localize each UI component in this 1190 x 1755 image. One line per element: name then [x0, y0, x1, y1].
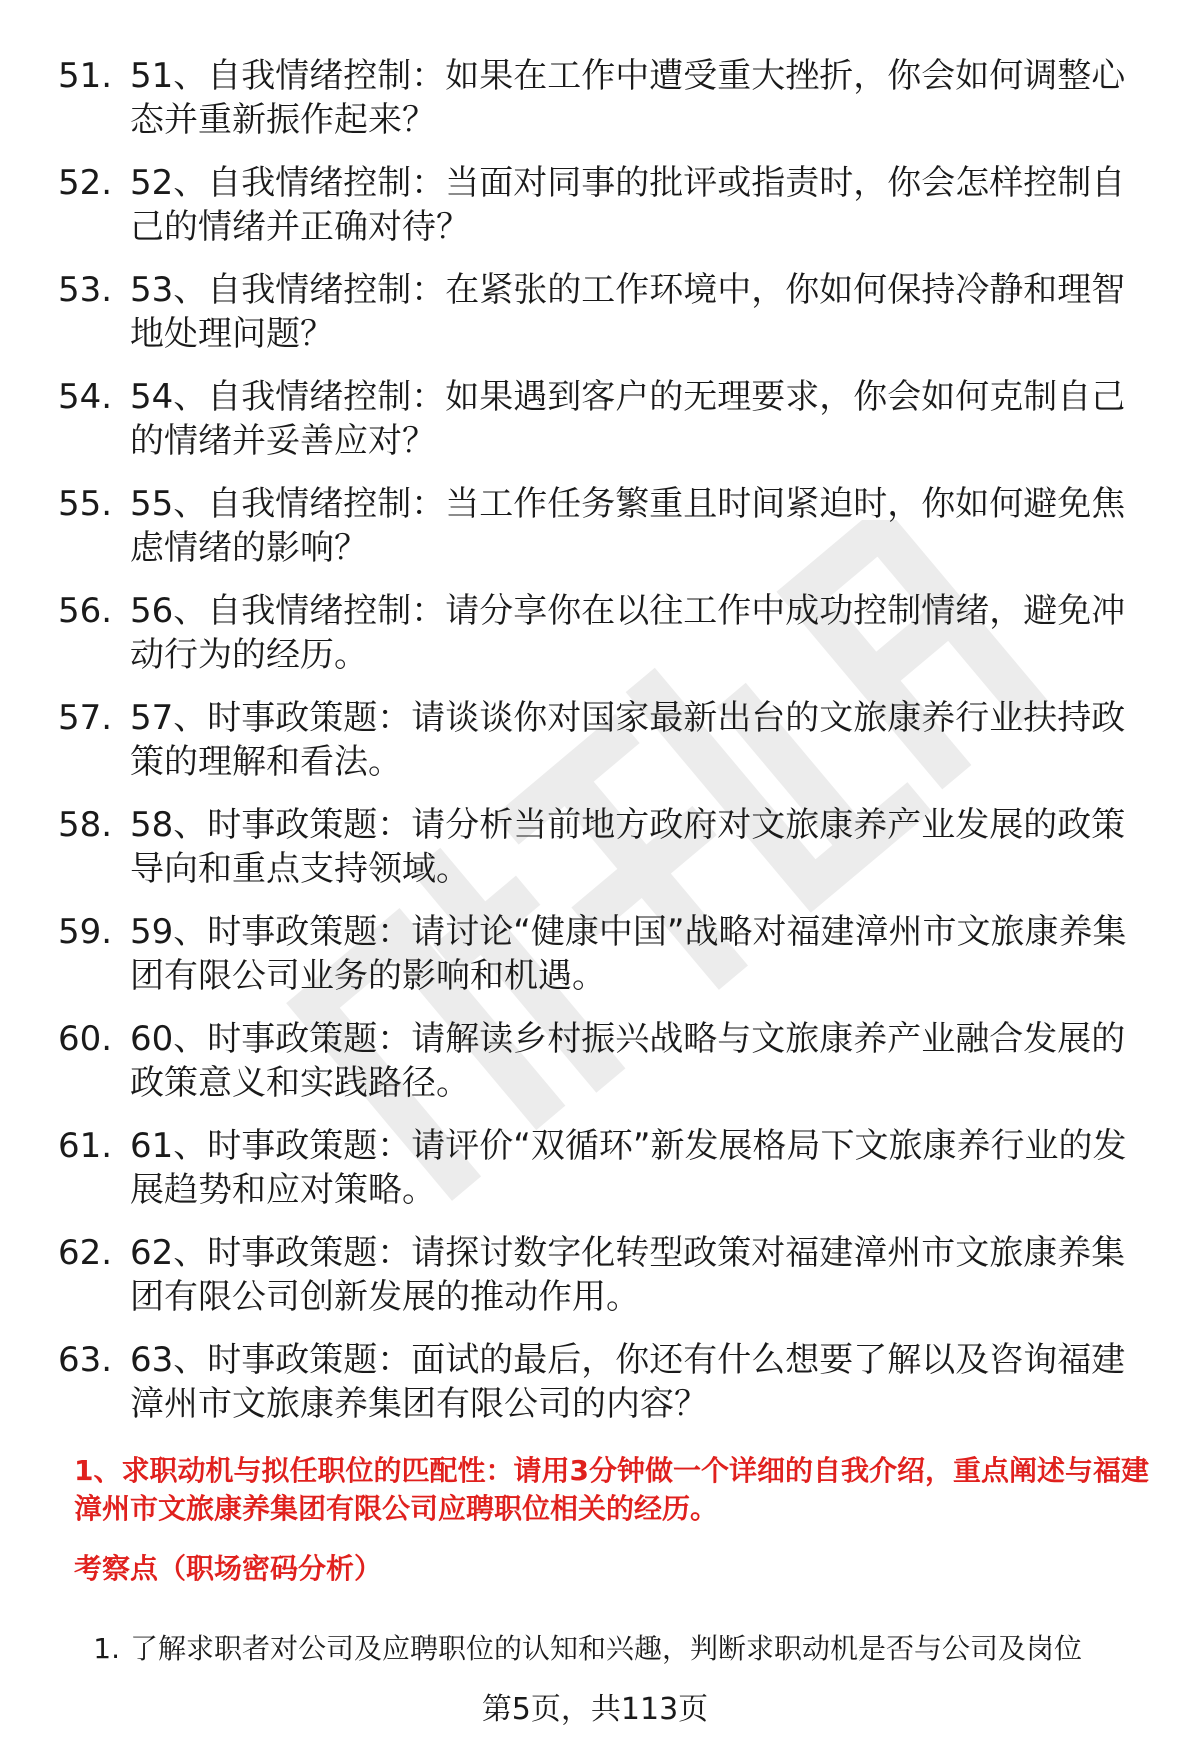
- question-number: 62.: [58, 1233, 113, 1273]
- question-list: [58, 54, 1154, 1426]
- section-heading: 1、求职动机与拟任职位的匹配性：请用3分钟做一个详细的自我介绍，重点阐述与福建漳州市文旅康养集团有限公司应聘职位相关的经历。: [74, 1454, 1149, 1525]
- question-text: 62、时事政策题：请探讨数字化转型政策对福建漳州市文旅康养集团有限公司创新发展的推动作用。: [130, 1233, 1126, 1317]
- question-item: [58, 589, 1154, 677]
- question-text: 57、时事政策题：请谈谈你对国家最新出台的文旅康养行业扶持政策的理解和看法。: [130, 698, 1126, 782]
- question-number: 53.: [58, 270, 113, 310]
- question-text: 51、自我情绪控制：如果在工作中遭受重大挫折，你会如何调整心态并重新振作起来？: [130, 56, 1126, 140]
- question-number: 55.: [58, 484, 113, 524]
- page-footer: 第5页，共113页: [481, 1692, 709, 1727]
- point-number: 1.: [93, 1632, 120, 1665]
- question-item: [58, 1124, 1154, 1212]
- question-item: [58, 1017, 1154, 1105]
- question-text: 52、自我情绪控制：当面对同事的批评或指责时，你会怎样控制自己的情绪并正确对待？: [130, 163, 1126, 247]
- question-number: 59.: [58, 912, 113, 952]
- question-item: [58, 375, 1154, 463]
- question-text: 63、时事政策题：面试的最后，你还有什么想要了解以及咨询福建漳州市文旅康养集团有限公司的内容？: [130, 1340, 1126, 1424]
- question-item: [58, 696, 1154, 784]
- question-text: 61、时事政策题：请评价“双循环”新发展格局下文旅康养行业的发展趋势和应对策略。: [130, 1126, 1127, 1210]
- question-number: 63.: [58, 1340, 113, 1380]
- question-number: 52.: [58, 163, 113, 203]
- question-item: [58, 1231, 1154, 1319]
- question-number: 51.: [58, 56, 113, 96]
- question-item: [58, 803, 1154, 891]
- question-text: 58、时事政策题：请分析当前地方政府对文旅康养产业发展的政策导向和重点支持领域。: [130, 805, 1126, 889]
- question-item: [58, 1338, 1154, 1426]
- question-number: 56.: [58, 591, 113, 631]
- question-number: 57.: [58, 698, 113, 738]
- question-number: 58.: [58, 805, 113, 845]
- question-text: 60、时事政策题：请解读乡村振兴战略与文旅康养产业融合发展的政策意义和实践路径。: [130, 1019, 1126, 1103]
- question-text: 54、自我情绪控制：如果遇到客户的无理要求，你会如何克制自己的情绪并妥善应对？: [130, 377, 1126, 461]
- question-number: 60.: [58, 1019, 113, 1059]
- section-subheading: 考察点（职场密码分析）: [74, 1552, 383, 1585]
- question-item: [58, 161, 1154, 249]
- assessment-point: [58, 1630, 1154, 1668]
- question-number: 54.: [58, 377, 113, 417]
- question-text: 59、时事政策题：请讨论“健康中国”战略对福建漳州市文旅康养集团有限公司业务的影响和机遇。: [130, 912, 1127, 996]
- question-item: [58, 910, 1154, 998]
- question-number: 61.: [58, 1126, 113, 1166]
- question-text: 55、自我情绪控制：当工作任务繁重且时间紧迫时，你如何避免焦虑情绪的影响？: [130, 484, 1126, 568]
- assessment-point-list: [58, 1630, 1154, 1668]
- point-text: 了解求职者对公司及应聘职位的认知和兴趣，判断求职动机是否与公司及岗位: [130, 1632, 1083, 1665]
- question-item: [58, 54, 1154, 142]
- question-text: 56、自我情绪控制：请分享你在以往工作中成功控制情绪，避免冲动行为的经历。: [130, 591, 1126, 675]
- question-text: 53、自我情绪控制：在紧张的工作环境中，你如何保持冷静和理智地处理问题？: [130, 270, 1126, 354]
- question-item: [58, 268, 1154, 356]
- question-item: [58, 482, 1154, 570]
